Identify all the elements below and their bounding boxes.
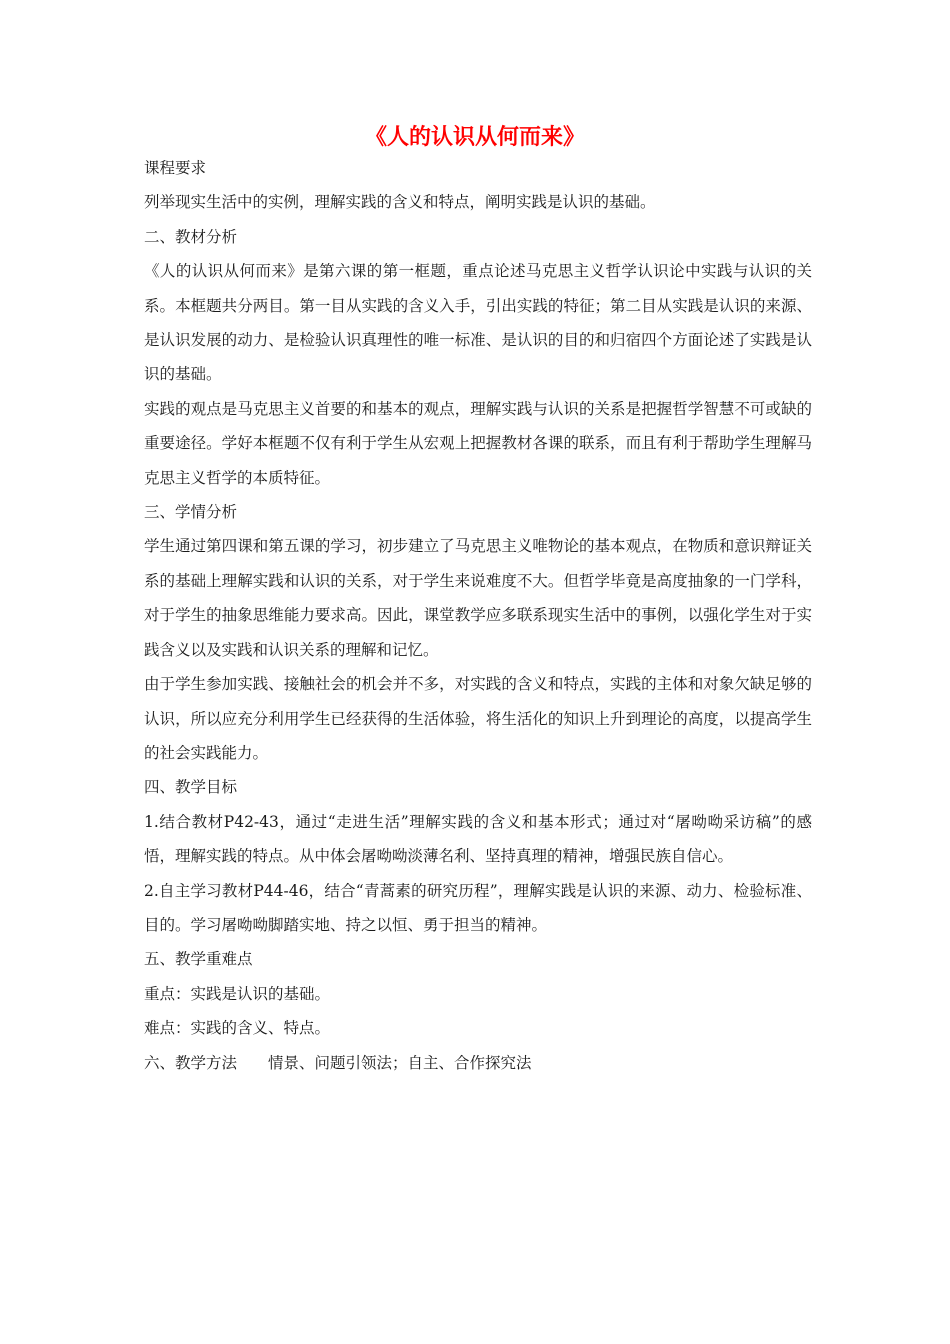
section-heading-textbook-analysis: 二、教材分析 [144, 227, 238, 246]
paragraph-student-analysis-2: 由于学生参加实践、接触社会的机会并不多，对实践的含义和特点，实践的主体和对象欠缺足够的认识，所以应充分利用学生已经获得的生活体验，将生活化的知识上升到理论的高度，以提高学生的社会实践能力。 [144, 675, 812, 762]
document-body [144, 151, 812, 1080]
paragraph-teaching-goal-1: 1.结合教材P42-43，通过“走进生活”理解实践的含义和基本形式；通过对“屠呦呦采访稿”的感悟，理解实践的特点。从中体会屠呦呦淡薄名利、坚持真理的精神，增强民族自信心。 [144, 812, 812, 866]
paragraph-difficult-point: 难点：实践的含义、特点。 [144, 1019, 331, 1038]
paragraph-teaching-goal-2: 2.自主学习教材P44-46，结合“青蒿素的研究历程”，理解实践是认识的来源、动力、检验标准、目的。学习屠呦呦脚踏实地、持之以恒、勇于担当的精神。 [144, 881, 812, 934]
section-heading-teaching-methods: 六、教学方法 情景、问题引领法；自主、合作探究法 [144, 1053, 532, 1072]
document-title: 《人的认识从何而来》 [364, 124, 585, 150]
paragraph-student-analysis-1: 学生通过第四课和第五课的学习，初步建立了马克思主义唯物论的基本观点，在物质和意识辩证关系的基础上理解实践和认识的关系，对于学生来说难度不大。但哲学毕竟是高度抽象的一门学科，对于学生的抽象思维能力要求高。因此，课堂教学应多联系现实生活中的事例，以强化学生对于实践含义以及实践和认识关系的理解和记忆。 [144, 537, 812, 659]
section-heading-teaching-goals: 四、教学目标 [144, 778, 238, 797]
section-heading-student-analysis: 三、学情分析 [144, 503, 238, 522]
paragraph-course-requirements: 列举现实生活中的实例，理解实践的含义和特点，阐明实践是认识的基础。 [144, 193, 656, 212]
paragraph-textbook-analysis-1: 《人的认识从何而来》是第六课的第一框题，重点论述马克思主义哲学认识论中实践与认识的关系。本框题共分两目。第一目从实践的含义入手，引出实践的特征；第二目从实践是认识的来源、是认识发展的动力、是检验认识真理性的唯一标准、是认识的目的和归宿四个方面论述了实践是认识的基础。 [144, 262, 812, 384]
paragraph-textbook-analysis-2: 实践的观点是马克思主义首要的和基本的观点，理解实践与认识的关系是把握哲学智慧不可或缺的重要途径。学好本框题不仅有利于学生从宏观上把握教材各课的联系，而且有利于帮助学生理解马克思主义哲学的本质特征。 [144, 399, 812, 487]
section-heading-course-requirements: 课程要求 [144, 159, 207, 177]
paragraph-key-point: 重点：实践是认识的基础。 [144, 984, 331, 1003]
section-heading-key-difficult-points: 五、教学重难点 [144, 950, 253, 969]
